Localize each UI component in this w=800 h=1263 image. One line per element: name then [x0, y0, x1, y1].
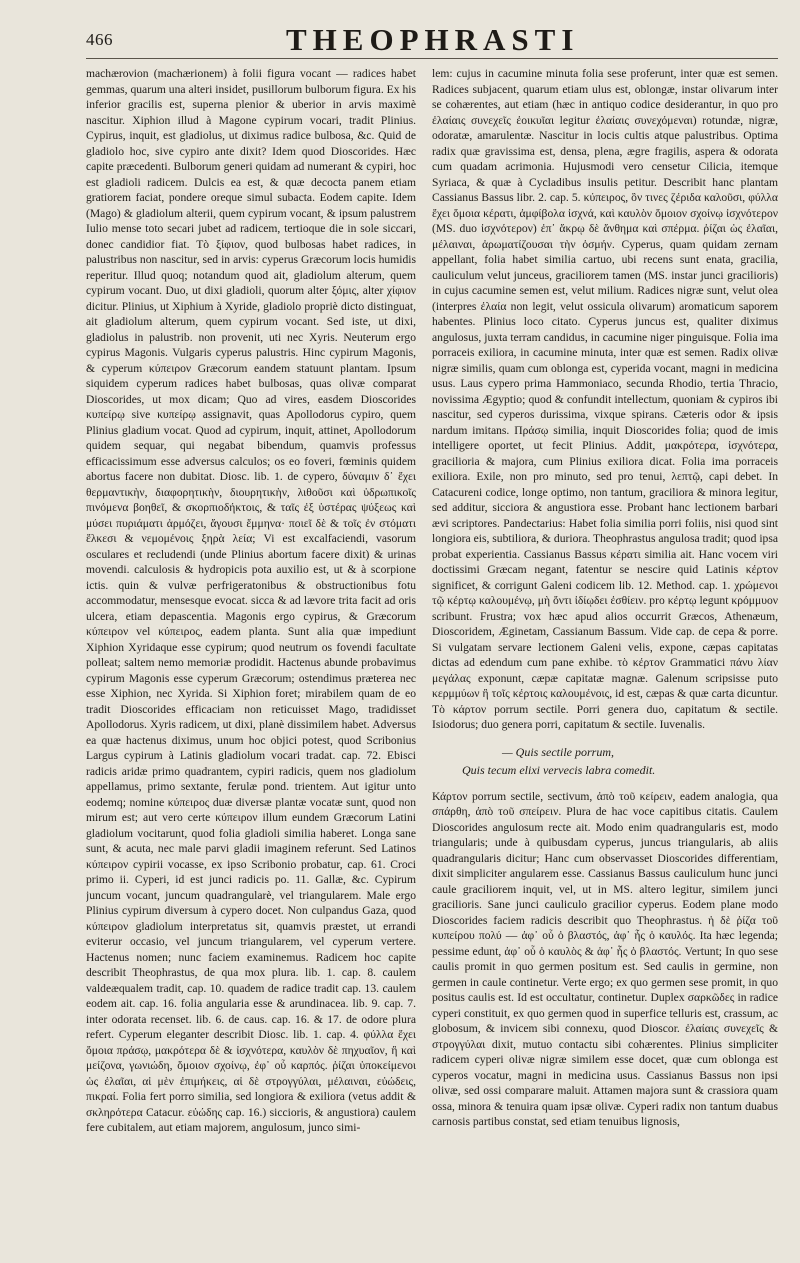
right-column	[432, 66, 778, 1246]
page-number: 466	[86, 30, 113, 49]
right-column-text-continued: Κάρτον porrum sectile, sectivum, ἀπὸ τοῦ κείρειν, eadem analogia, qua σπάρθη, ἀπὸ τοῦ σπείρειν. Plura de hac voce capitibus citatis. Caulem Dioscorides angulosum recte ait. Modo enim quadrangularis est, modo triangularis; unde à quibusdam cyperus, juncus triangularis, ab aliis quadrangularis dicitur; Hanc cum observasset Dioscorides differentiam, dixit simpliciter angularem esse. Cassianus Bassus cauliculum hunc junci caule graciliorem inquit, vel, ut in MS. altero legitur, similem junci gracilioris. Sane junci cauliculo gracilior cyperus. Eodem plane modo Dioscorides faciem radicis describit quo Theophrastus. ἡ δὲ ῥίζα τοῦ κυπείρου πολύ — ἀφ᾽ οὗ ὁ βλαστός, ἀφ᾽ ἧς ὁ καυλός. Ita hæc legenda; pessime edunt, ἀφ᾽ οὗ ὁ καυλὸς & ἀφ᾽ ἧς ὁ βλαστός. Vertunt; In quo sese caulis promit in quo germen positum est. Sed caulis in germine, non germen in caule continetur. Verte ergo; ex quo germen sese promit, in quo positus caulis est. Id est occultatur, continetur. Duplex σαρκῶδες in radice cyperi constituit, ex quo germen quod in superfice telluris est, crassum, ac globosum, & invicem sibi connexu, quod Dioscor. ἐλαίαις συνεχεῖς & στρογγύλαι dixit, mutuo contactu sibi cohærentes. Plinius simpliciter radicem cyperi olivæ nigræ similem esse docet, quæ cum oblonga est cyperos vocatur, magni in medicina usus. Cassianus Bassus non ipsi olivæ, sed ossi comparare maluit. Attamen majora sunt & crassiora quam ossa, minora & tenuira quam ipsæ olivæ. Cyperi radix non tantum duabus carnosis partibus constat, sed etiam tenuibus lignosis,	[432, 789, 778, 1128]
verse-quote	[462, 743, 778, 779]
left-column	[86, 66, 416, 1246]
page-header	[86, 18, 776, 58]
running-head: THEOPHRASTI	[286, 22, 580, 57]
right-column-text: lem: cujus in cacumine minuta folia sese proferunt, inter quæ est semen. Radices subjacent, quarum etiam ulus est, oblongæ, instar olivarum inter se cohærentes, aut etiam (hæc in antiquo codice desiderantur, in quo pro ἐλαίαις συνεχεῖς ἐοικυῖαι legitur ἐλαίαις συνεχόμεναι) rotundæ, nigræ, odoratæ, amarulentæ. Nascitur in locis cultis atque palustribus. Optima radix quæ gravissima est, densa, plena, ægre fragilis, aspera & odorata cum quadam acrimonia. Hujusmodi vero censetur Cilicia, itemque Syriaca, & quæ à Cycladibus insulis petitur. Describit hanc plantam Cassianus Bassus libr. 2. cap. 5. κύπειρος, ὃν τινες ζέριδα καλοῦσι, φύλλα ἔχει ὅμοια κέρατι, ἀμφίβολα ἰσχνά, καὶ καυλὸν ὅμοιον σχοίνῳ ἰσχνότερον (MS. duo ἰσχνότερον) ἐπ᾽ ἄκρῳ δὲ ἄνθημα καὶ σπέρμα. ῥίζαι ὡς ἐλαῖαι, μέλαιναι, ἀρωματίζουσαι τὴν ὀσμήν. Cyperus, quam quidam zernam appellant, folia habet similia cartuo, ubi recens sunt enata, gracilia, cauliculum velut junceus, graciliorem tamen (MS. instar junci gracilioris) in cujus cacumine semen est, velut milium. Radices nigræ sunt, velut olea (interpres ἐλαία non legit, velut ossicula olivarum) aromaticum saporem habentes. Plinius loco citato. Cyperus juncus est, qualiter diximus angulosus, juxta terram candidus, in cacumine niger pinguisque. Folia ima porraceis exiliora, in cacumine minuta, inter quæ est semen. Radix olivæ nigræ similis, quam cum oblonga est, cyperida vocant, magni in medicina usus. Laus cypero prima Hammoniaco, secunda Rhodio, tertia Thracio, novissima Ægyptio; quod & confundit intellectum, quoniam & cypiros ibi nascitur, sed cyperos durissima, vixque spirans. Cæteris odor & ipsis nardum imitans. Πράσῳ similia, inquit Dioscorides folia; quod de imis intelligere oportet, ut fecit Plinius. Addit, μακρότερα, ἰσχνότερα, gracilioria & majora, cum Plinius exiliora dicat. Folia ima porraceis exiliora. Exile, non pro minuto, sed pro tenui, λεπτῷ, capi debet. In Catacureni codice, longe optimo, non tantum, graciliora & minora legitur, sed additur, sicciora & angustiora esse. Probant hanc lectionem barbari ævi scriptores. Pandectarius: Habet folia similia porri foliis, nisi quod sint longiora eis, subtiliora, & duriora. Theophrastus angulosa tradit; quod ipsa probat experientia. Cassianus Bassus κέρατι similia ait. Hanc vocem viri doctissimi Græcam negant, fatentur se nescire quid Latinis κέρτον significet, & corrigunt Galeni codicem lib. 12. Method. cap. 1. χρώμενοι τῷ κέρτῳ καλουμένῳ, μὴ ὄντι ἰδίῳδει ἐσθίειν. pro κέρτῳ legunt κρόμμυον scribunt. Frustra; vox hæc apud alios occurrit Græcos, Athenæum, Dioscoridem, Æginetam, Cassianum Bassum. Vide cap. de cepa & porre. Si vulgatam servare lectionem Galeni velis, expone, cæpas capitatas dictas ad edendum cum pane exhibe. τὸ κέρτον Grammatici πάνυ λίαν μεγάλας exponunt, cæpæ capitatæ magnæ. Galenum scripsisse puto κερμμύων ἢ τοῖς κέρτοις καλουμένοις, id est, cæpas & quæ carta dicuntur. Τὸ κάρτον porrum sectile. Porri genera duo, capitatum & sectile. Isiodorus; duo genera porri, capitatum & sectile. Iuvenalis.	[432, 67, 778, 731]
verse-line: Quis tecum elixi vervecis labra comedit.	[462, 762, 656, 777]
verse-line: — Quis sectile porrum,	[502, 744, 614, 759]
left-column-text: machærονion (machærionem) à folii figura vocant — radices habet gemmas, quarum una alteri insidet, pusillorum bulborum figura. Ex his inferior gracilis est, superna plenior & uberior in arvis maximè nascitur. Xiphion illud à Magone cypirum vocari, tradit Plinius. Cypirus, inquit, est gladiolus, ut diximus radice bulbosa, &c. Quid de gladiolo hoc, sive cypiro ante dixit? Idem quod Dioscorides. Hæc capite præcedenti. Bulborum generi quidam ad numerant & cypiri, hoc est gladioli radicem. Dulcis ea est, & quæ decocta panem etiam gratiorem faciat, pondere oreque simul subacta. Eodem capite. Idem (Mago) & gladiolum alterii, quem cypirum vocant, & ipsum palustrem Iulio mense toto secari jubet ad radicem, tertioque die in sole siccari, donec candidior fiat. Tò ξίφιον, quod bulbosas habet radices, in palustribus non nascitur, sed in arvis: cyperus Græcorum locis humidis reperitur. Illud quoq; notandum quod ait, gladiolum alterum, quem cypirum vocant. Duo, ut dixi gladioli, quorum alter ξόμις, alter χίφιον dicitur. Plinius, ut Xiphium à Xyride, gladiolo propriè dicto distinguat, ait gladiolum alterum, quem cypirum vocant. Sed iste, ut dixi, gladiolus in palustrib. non provenit, uti nec Xyris. Neuterum ergo cypirus Magonis. Vulgaris cyperus palustris. Hinc cypirum Magonis, & cyperum κύπειρον Græcorum eandem statuunt plantam. Ipsum siquidem cyperum radices habet bulbosas, quas olivæ comparat Dioscorides, ut mox dicam; Quo ad vires, easdem Dioscorides κυπείρῳ sive κυπείρῳ assignavit, quas Apollodorus cypiro, quem Plinius gladium vocat. Quod ad cypirum, inquit, attinet, Apollodorum quidem sequar, qui negabat bibendum, quamvis professus efficacissimum esse adversus calculos; os eo foveri, fœminis quidem abortus facere non dubitat. Diosc. lib. 1. de cypero, δύναμιν δ᾽ ἔχει θερμαντικὴν, διαφορητικὴν, διουρητικὴν, λιθοῦσι καὶ ὑδρωπικοῖς πινόμενα βοηθεῖ, & σκορπιοδήκτοις, & ταῖς ἐξ ὑστέρας ψύξεως καὶ μύσει πυριάματι ἁρμόζει, ἄγουσι ἔμμηνα· ποιεῖ δὲ & τοῖς ἐν στόματι ἕλκεσι & νεμομένοις ξηρὰ λεία; Vi est excalfaciendi, vasorum osculares et recludendi (unde Plinius abortum facere dixit) & urinas movendi. calculosis & hydropicis pota auxilio est, ut & à scorpione ictis. quin & vulvæ perfrigeratonibus & obstructionibus fotu accommodatur, mensesque evocat. sicca & ad lævore trita facit ad oris ulcera, etiam depascentia. Magonis ergo cypirus, & Græcorum κύπειρον vel κύπειρος, eadem planta. Sunt alia quæ impediunt Xiphion Xyridaque esse cypirum; quod neutrum os fovendi facultate polleat; saltem nemo memoriæ prodidit. Hactenus abunde probavimus cypirum Magonis esse cyperum Græcorum; ostendimus præterea nec esse Xiphion, nec Xyrida. Si Xiphion foret; mirabilem quam de eo tradit Dioscorides efficaciam non reticuisset Mago, tradidisset Apollodorus. Xyris radicem, ut dixi, planè dissimilem habet. Adversus ea quæ hactenus diximus, unum hoc objici potest, quod Scribonius Largus cypirum à Latinis gladiolum vocari tradat. cap. 72. Ebisci radicis aridæ primo quadrantem, cypiri radicis, quem nos gladiolum appellamus, primo sextante, ferulæ pond. trientem. Aut igitur unto eodemq; nomine κύπειρος duæ diversæ plantæ vocatæ sunt, quod non mirum est; aut vero certe κύπειρον illum eundem Græcorum Latini gladiolum vocitarunt, quod folia gladioli similia haberet. Longa sane sunt, & acuta, nec male parvi gladii imaginem referunt. Sed Latinos κύπειρον cypirii vocasse, ex ipso Scribonio probatur, cap. 61. Croci primo ii. Cyperi, id est junci radicis po. 11. Gallæ, &c. Cypirum juncum vocant, juncum quadrangularè, vel triangularem. Male ergo Plinius cypirum diversum à cypero docet. Non culpandus Gaza, quod κύπειρον gladiolum interpretatus sit, quamvis præstet, ut errandi eviterur occasio, vel juncum triangularem, vel cyperum vertere. Hactenus nomen; nunc faciem examinemus. Radicem hoc capite describit Theophrastus, de qua mox plura. lib. 1. cap. 8. caulem valdeæqualem tradit, cap. 10. quadem de radice tradit cap. 13. caulem eodem ait. cap. 16. folia angularia esse & arundinacea. lib. 9. cap. 7. inter odorata recenset. lib. 6. de caus. cap. 16. & 17. de odore plura refert. Cyperum eleganter describit Diosc. lib. 1. cap. 4. φύλλα ἔχει ὅμοια πράσῳ, μακρότερα δὲ & ἰσχνότερα, καυλὸν δὲ πηχυαῖον, ἢ καὶ μείζονα, γωνιώδη, ὅμοιον σχοίνῳ, ἐφ᾽ οὗ καρπός. ῥίζαι ὑποκείμενοι ὡς ἐλαῖαι, αἱ μὲν ἐπιμήκεις, αἱ δὲ στρογγύλαι, μέλαιναι, εὐώδεις, πικραί. Folia fert porro similia, sed longiora & exiliora (vetus addit & σκληρότερα Catacur. εὐώδης cap. 16.) siccioris, & angustiora) caulem fere cubitalem, aut etiam majorem, angulosum, junco simi-	[86, 67, 416, 1134]
header-rule	[86, 58, 778, 59]
